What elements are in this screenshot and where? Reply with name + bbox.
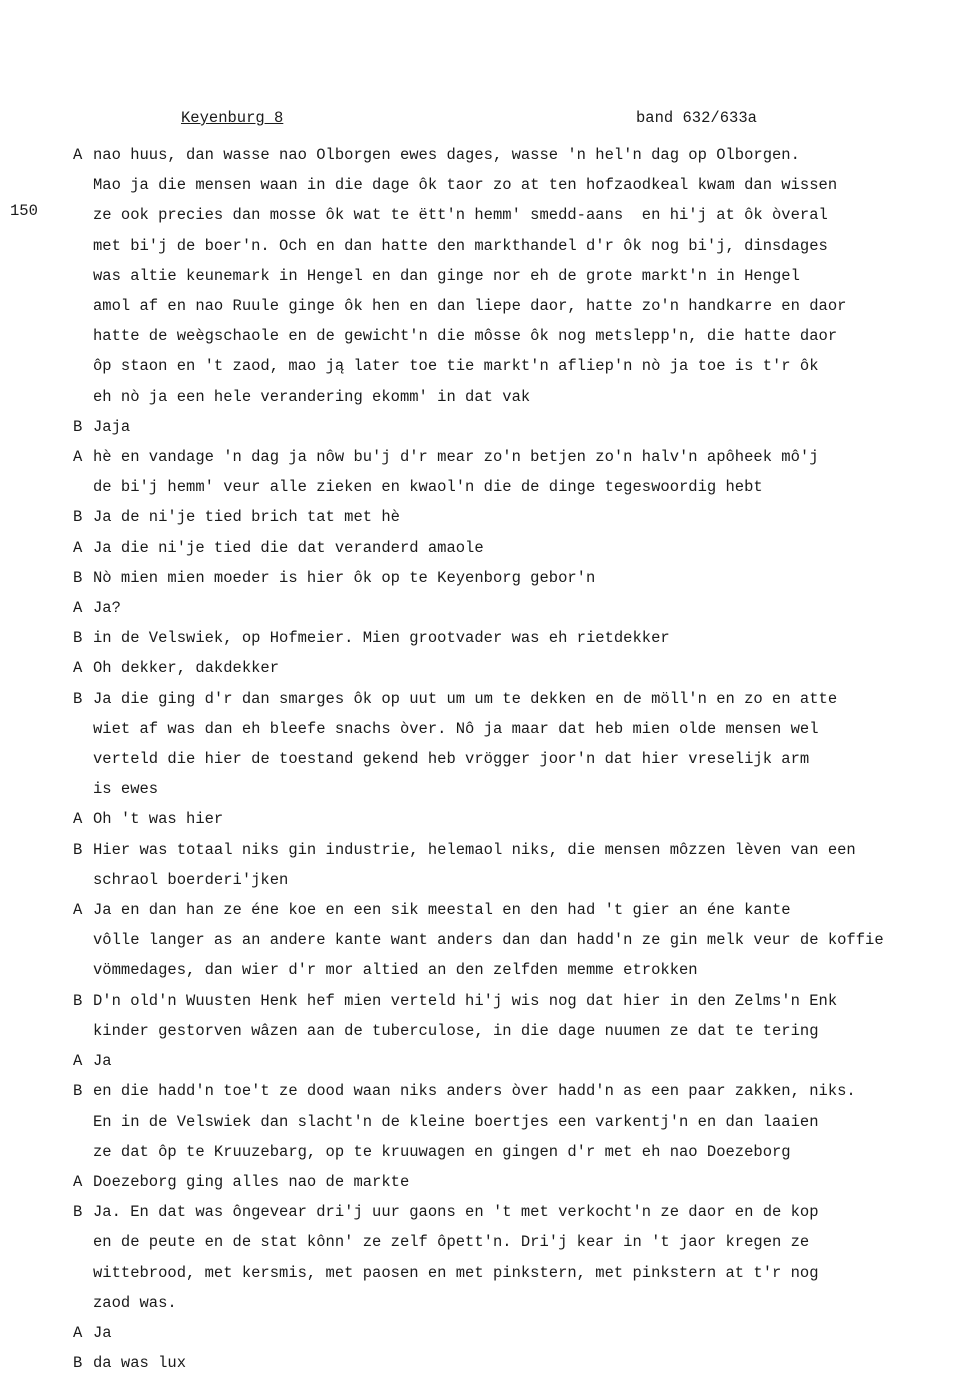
speaker-label: B [73, 991, 83, 1010]
speaker-label: B [73, 689, 83, 708]
turn-text: hè en vandage 'n dag ja nôw bu'j d'r mear zo'n betjen zo'n halv'n apôheek mô'j de bi'j hemm' veur alle zieken en kwaol'n die de dinge tegeswoordig hebt [93, 448, 819, 497]
speaker-label: A [73, 448, 83, 467]
turn-text: nao huus, dan wasse nao Olborgen ewes dages, wasse 'n hel'n dag op Olborgen. Mao ja die mensen waan in die dage ôk taor zo at ten hofzaodkeal kwam dan wissen ze ook precies dan mosse ôk wat te ëtt'n hemm' smedd-aans en hi'j at ôk òveral met bi'j de boer'n. Och en dan hatte den markthandel d'r ôk nog bi'j, dinsdages was altie keunemark in Hengel en dan ginge nor eh de grote markt'n in Hengel amol af en nao Ruule ginge ôk hen en dan liepe daor, hatte zo'n handkarre en daor hatte de weègschaole en de gewicht'n die môsse ôk nog metslepp'n, die hatte daor ôp staon en 't zaod, mao ją later toe tie markt'n afliep'n nò ja toe is t'r ôk eh nò ja een hele verandering ekomm' in dat vak [93, 146, 847, 406]
turn-text: Oh 't was hier [93, 810, 224, 829]
turn-text: Ja en dan han ze éne koe en een sik meestal en den had 't gier an éne kante vôlle langer as an andere kante want anders dan dan hadd'n ze gin melk veur de koffie vömmedages, dan wier d'r mor altied an den zelfden memme etrokken [93, 901, 884, 980]
band-number: band 632/633a [636, 109, 757, 127]
turn-text: D'n old'n Wuusten Henk hef mien verteld hi'j wis nog dat hier in den Zelms'n Enk kinder gestorven wâzen aan de tuberculose, in die dage nuumen ze dat te tering [93, 991, 838, 1040]
speaker-label: B [73, 629, 83, 648]
turn [73, 502, 953, 532]
turn-text: Nò mien mien moeder is hier ôk op te Keyenborg gebor'n [93, 568, 596, 587]
speaker-label: B [73, 1203, 83, 1222]
turn [73, 533, 953, 563]
turn-text: Jaja [93, 417, 131, 436]
turn-text: Ja. En dat was ôngevear dri'j uur gaons en 't met verkocht'n ze daor en de kop en de peute en de stat kônn' ze zelf ôpett'n. Dri'j kear in 't jaor kregen ze wittebrood, met kersmis, met paosen en met pinkstern, met pinkstern at t'r nog zaod was. [93, 1203, 819, 1312]
turn-text: Hier was totaal niks gin industrie, helemaol niks, die mensen môzzen lèven van een schraol boerderi'jken [93, 840, 856, 889]
speaker-label: A [73, 1323, 83, 1342]
turn [73, 1167, 953, 1197]
turn-text: Ja die ni'je tied die dat veranderd amaole [93, 538, 484, 557]
turn-text: Ja? [93, 599, 121, 618]
document-title: Keyenburg 8 [181, 109, 284, 127]
speaker-label: B [73, 508, 83, 527]
turn-text: da was lux [93, 1354, 187, 1373]
speaker-label: A [73, 538, 83, 557]
turn [73, 895, 953, 986]
turn [73, 835, 953, 895]
turn [73, 1046, 953, 1076]
speaker-label: B [73, 1082, 83, 1101]
turn [73, 1348, 953, 1378]
turn [73, 684, 953, 805]
turn-text: Ja [93, 1052, 112, 1071]
speaker-label: B [73, 1354, 83, 1373]
turn-text: Ja [93, 1323, 112, 1342]
turn [73, 593, 953, 623]
turn [73, 442, 953, 502]
speaker-label: A [73, 1172, 83, 1191]
turn [73, 986, 953, 1046]
turn [73, 563, 953, 593]
speaker-label: B [73, 417, 83, 436]
turn [73, 1318, 953, 1348]
turn-text: Doezeborg ging alles nao de markte [93, 1172, 410, 1191]
speaker-label: A [73, 901, 83, 920]
turn [73, 140, 953, 412]
speaker-label: A [73, 146, 83, 164]
turn [73, 1197, 953, 1318]
turn-text: Ja die ging d'r dan smarges ôk op uut um um te dekken en de möll'n en zo en atte wiet af was dan eh bleefe snachs òver. Nô ja maar dat heb mien olde mensen wel verteld die hier de toestand gekend heb vrögger joor'n dat hier vreselijk arm is ewes [93, 689, 838, 799]
turn-text: in de Velswiek, op Hofmeier. Mien grootvader was eh rietdekker [93, 629, 670, 648]
speaker-label: A [73, 1052, 83, 1071]
speaker-label: B [73, 840, 83, 859]
turn [73, 804, 953, 834]
turn-text: Oh dekker, dakdekker [93, 659, 280, 678]
turn [73, 653, 953, 683]
turn [73, 623, 953, 653]
turn-text: en die hadd'n toe't ze dood waan niks anders òver hadd'n as een paar zakken, niks. En in de Velswiek dan slacht'n de kleine boertjes een varkentj'n en dan laaien ze dat ôp te Kruuzebarg, op te kruuwagen en gingen d'r met eh nao Doezeborg [93, 1082, 856, 1161]
speaker-label: A [73, 599, 83, 618]
speaker-label: A [73, 659, 83, 678]
margin-number: 150 [10, 202, 38, 220]
transcript [73, 140, 953, 1378]
turn [73, 1076, 953, 1167]
turn-text: Ja de ni'je tied brich tat met hè [93, 508, 400, 527]
speaker-label: B [73, 568, 83, 587]
turn [73, 412, 953, 442]
speaker-label: A [73, 810, 83, 829]
